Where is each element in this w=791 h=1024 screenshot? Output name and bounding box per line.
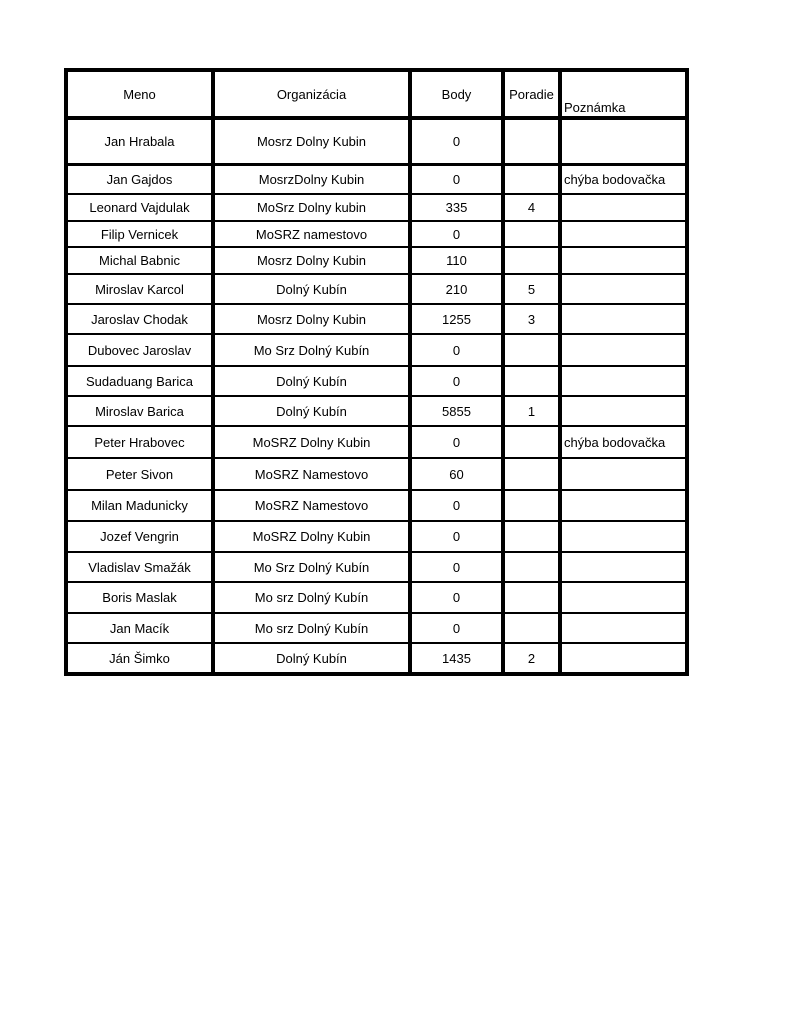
cell-note — [561, 194, 686, 221]
cell-points: 0 — [411, 552, 504, 582]
cell-organization: Dolný Kubín — [214, 396, 411, 426]
cell-points: 0 — [411, 582, 504, 613]
cell-note — [561, 396, 686, 426]
table-row — [67, 304, 686, 334]
header-points: Body — [411, 71, 504, 119]
cell-organization: Mo Srz Dolný Kubín — [214, 552, 411, 582]
cell-points: 60 — [411, 458, 504, 490]
table-row — [67, 274, 686, 304]
cell-points: 0 — [411, 613, 504, 643]
cell-organization: Mosrz Dolny Kubin — [214, 247, 411, 274]
header-row — [67, 71, 686, 119]
cell-rank: 5 — [504, 274, 561, 304]
cell-note — [561, 304, 686, 334]
cell-note — [561, 582, 686, 613]
cell-points: 1435 — [411, 643, 504, 673]
cell-points: 1255 — [411, 304, 504, 334]
header-rank: Poradie — [504, 71, 561, 119]
cell-rank — [504, 334, 561, 366]
cell-organization: MoSRZ Dolny Kubin — [214, 426, 411, 458]
header-organization: Organizácia — [214, 71, 411, 119]
cell-points: 5855 — [411, 396, 504, 426]
cell-organization: Mosrz Dolny Kubin — [214, 119, 411, 165]
cell-points: 210 — [411, 274, 504, 304]
cell-note — [561, 643, 686, 673]
table-row — [67, 613, 686, 643]
cell-name: Peter Hrabovec — [67, 426, 214, 458]
cell-note — [561, 274, 686, 304]
table-row — [67, 582, 686, 613]
header-name: Meno — [67, 71, 214, 119]
cell-organization: MoSRZ Dolny Kubin — [214, 521, 411, 552]
cell-organization: MosrzDolny Kubin — [214, 165, 411, 194]
results-table — [64, 68, 689, 676]
cell-points: 0 — [411, 521, 504, 552]
cell-points: 0 — [411, 221, 504, 247]
cell-name: Jaroslav Chodak — [67, 304, 214, 334]
cell-organization: Dolný Kubín — [214, 274, 411, 304]
table-row — [67, 396, 686, 426]
table-row — [67, 334, 686, 366]
cell-note: chýba bodovačka — [561, 426, 686, 458]
cell-note — [561, 521, 686, 552]
cell-name: Dubovec Jaroslav — [67, 334, 214, 366]
cell-rank — [504, 552, 561, 582]
table-row — [67, 165, 686, 194]
cell-rank — [504, 490, 561, 521]
cell-name: Ján Šimko — [67, 643, 214, 673]
table-row — [67, 247, 686, 274]
cell-name: Boris Maslak — [67, 582, 214, 613]
table-row — [67, 426, 686, 458]
table-row — [67, 194, 686, 221]
cell-points: 110 — [411, 247, 504, 274]
cell-organization: MoSRZ Namestovo — [214, 458, 411, 490]
cell-name: Peter Sivon — [67, 458, 214, 490]
table-row — [67, 221, 686, 247]
cell-name: Vladislav Smažák — [67, 552, 214, 582]
cell-note — [561, 613, 686, 643]
results-sheet — [64, 68, 689, 676]
cell-note: chýba bodovačka — [561, 165, 686, 194]
cell-note — [561, 490, 686, 521]
cell-name: Jan Gajdos — [67, 165, 214, 194]
cell-organization: Dolný Kubín — [214, 643, 411, 673]
table-row — [67, 521, 686, 552]
cell-name: Jan Macík — [67, 613, 214, 643]
table-row — [67, 119, 686, 165]
cell-rank — [504, 366, 561, 396]
cell-points: 0 — [411, 426, 504, 458]
cell-organization: MoSRZ Namestovo — [214, 490, 411, 521]
cell-rank — [504, 458, 561, 490]
cell-rank — [504, 582, 561, 613]
cell-rank — [504, 221, 561, 247]
table-row — [67, 366, 686, 396]
cell-rank: 2 — [504, 643, 561, 673]
header-note: Poznámka — [561, 71, 686, 119]
table-row — [67, 490, 686, 521]
cell-note — [561, 221, 686, 247]
cell-points: 0 — [411, 334, 504, 366]
cell-points: 0 — [411, 366, 504, 396]
cell-name: Milan Madunicky — [67, 490, 214, 521]
cell-note — [561, 366, 686, 396]
cell-points: 0 — [411, 165, 504, 194]
cell-rank: 4 — [504, 194, 561, 221]
cell-note — [561, 458, 686, 490]
cell-name: Michal Babnic — [67, 247, 214, 274]
cell-organization: Mo srz Dolný Kubín — [214, 613, 411, 643]
cell-rank: 1 — [504, 396, 561, 426]
cell-note — [561, 247, 686, 274]
cell-rank — [504, 247, 561, 274]
cell-note — [561, 119, 686, 165]
cell-organization: Mosrz Dolny Kubin — [214, 304, 411, 334]
table-row — [67, 643, 686, 673]
cell-rank — [504, 521, 561, 552]
cell-name: Filip Vernicek — [67, 221, 214, 247]
cell-name: Leonard Vajdulak — [67, 194, 214, 221]
table-row — [67, 552, 686, 582]
cell-rank — [504, 426, 561, 458]
cell-organization: MoSrz Dolny kubin — [214, 194, 411, 221]
cell-name: Miroslav Karcol — [67, 274, 214, 304]
cell-note — [561, 552, 686, 582]
cell-organization: Mo srz Dolný Kubín — [214, 582, 411, 613]
cell-organization: Dolný Kubín — [214, 366, 411, 396]
cell-rank: 3 — [504, 304, 561, 334]
cell-name: Jozef Vengrin — [67, 521, 214, 552]
cell-note — [561, 334, 686, 366]
cell-name: Jan Hrabala — [67, 119, 214, 165]
cell-rank — [504, 613, 561, 643]
table-row — [67, 458, 686, 490]
cell-organization: MoSRZ namestovo — [214, 221, 411, 247]
cell-points: 0 — [411, 119, 504, 165]
cell-rank — [504, 119, 561, 165]
cell-points: 0 — [411, 490, 504, 521]
cell-rank — [504, 165, 561, 194]
cell-points: 335 — [411, 194, 504, 221]
cell-name: Miroslav Barica — [67, 396, 214, 426]
cell-name: Sudaduang Barica — [67, 366, 214, 396]
cell-organization: Mo Srz Dolný Kubín — [214, 334, 411, 366]
